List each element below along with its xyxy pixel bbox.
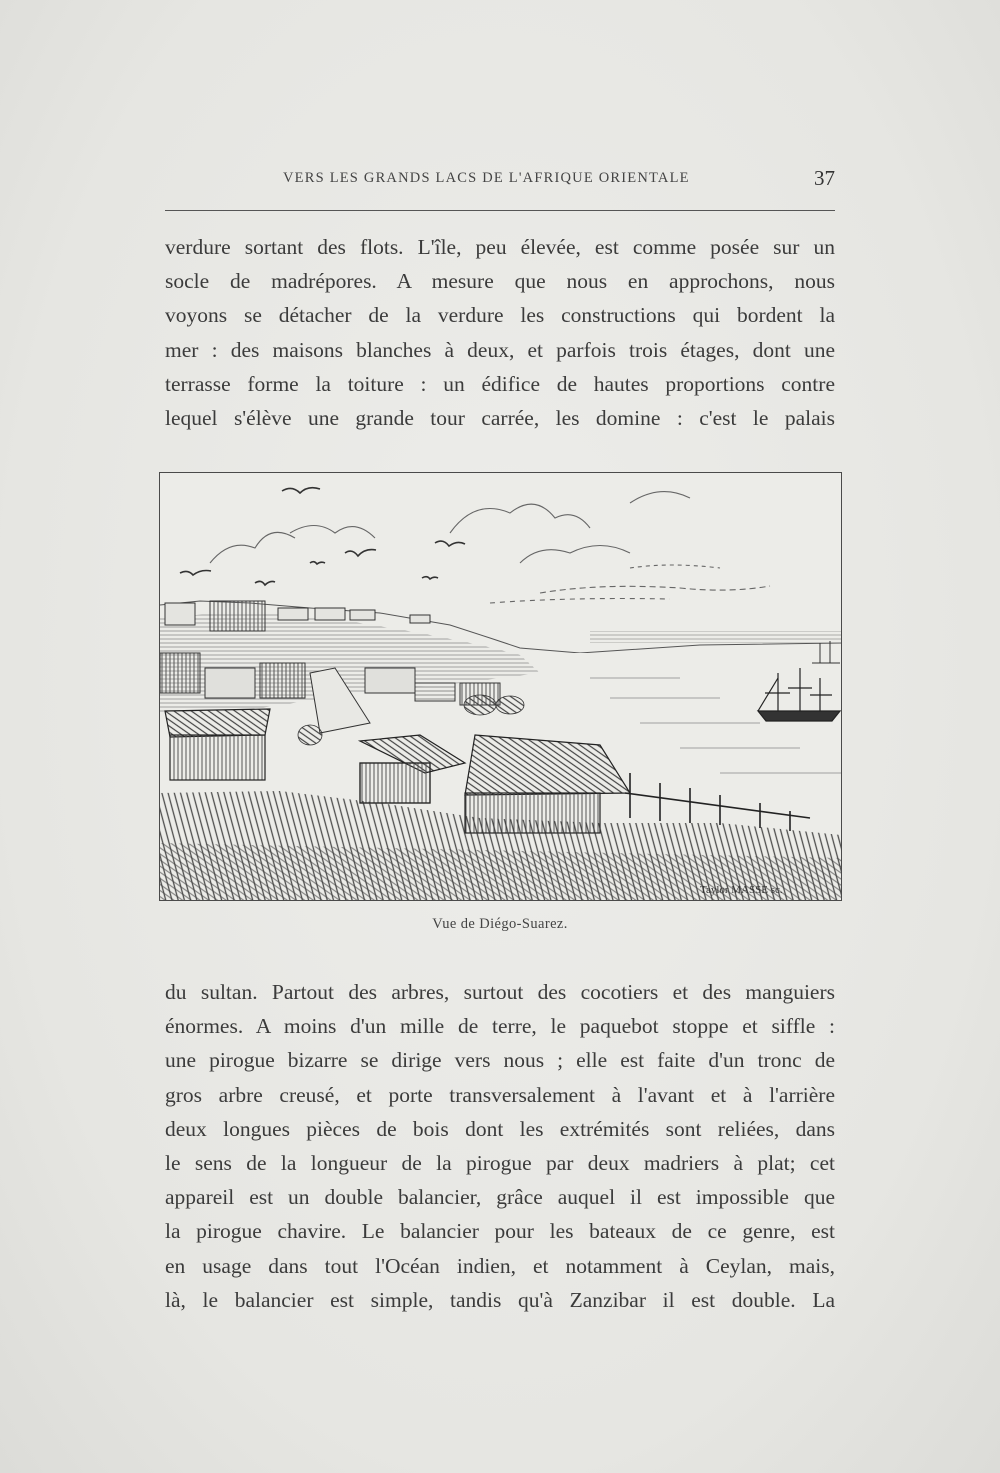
text-line: là, le balancier est simple, tandis qu'à Zanzibar il est double. La <box>165 1287 835 1312</box>
text-line: deux longues pièces de bois dont les extrémités sont reliées, dans <box>165 1116 835 1141</box>
text-line: en usage dans tout l'Océan indien, et notamment à Ceylan, mais, <box>165 1253 835 1278</box>
clouds <box>210 492 770 603</box>
text-line: une pirogue bizarre se dirige vers nous ; elle est faite d'un tronc de <box>165 1048 835 1073</box>
paragraph-top <box>165 230 835 435</box>
engraver-signature: Taylor MASSE sc. <box>700 884 783 896</box>
engraving-drawing <box>160 473 841 900</box>
text-line: appareil est un double balancier, grâce auquel il est impossible que <box>165 1185 835 1210</box>
figure-caption: Vue de Diégo-Suarez. <box>432 916 568 932</box>
text-line: le sens de la longueur de la pirogue par deux madriers à plat; cet <box>165 1150 835 1175</box>
running-title: VERS LES GRANDS LACS DE L'AFRIQUE ORIENTALE <box>283 170 690 186</box>
text-line: socle de madrépores. A mesure que nous en approchons, nous <box>165 269 835 294</box>
paragraph-bottom <box>165 975 835 1317</box>
engraving-illustration <box>159 472 842 901</box>
text-line: énormes. A moins d'un mille de terre, le paquebot stoppe et siffle : <box>165 1014 835 1039</box>
text-line: verdure sortant des flots. L'île, peu élevée, est comme posée sur un <box>165 235 835 259</box>
page-number: 37 <box>814 166 835 190</box>
text-line: la pirogue chavire. Le balancier pour les bateaux de ce genre, est <box>165 1219 835 1244</box>
text-line: gros arbre creusé, et porte transversalement à l'avant et à l'arrière <box>165 1082 835 1107</box>
text-line: mer : des maisons blanches à deux, et parfois trois étages, dont une <box>165 337 835 362</box>
text-line: lequel s'élève une grande tour carrée, les domine : c'est le palais <box>165 405 835 430</box>
text-line: voyons se détacher de la verdure les constructions qui bordent la <box>165 303 835 328</box>
header-rule <box>165 210 835 211</box>
text-line: terrasse forme la toiture : un édifice de hautes proportions contre <box>165 371 835 396</box>
birds <box>180 488 465 585</box>
text-line: du sultan. Partout des arbres, surtout des cocotiers et des manguiers <box>165 980 835 1004</box>
running-head <box>165 166 835 196</box>
